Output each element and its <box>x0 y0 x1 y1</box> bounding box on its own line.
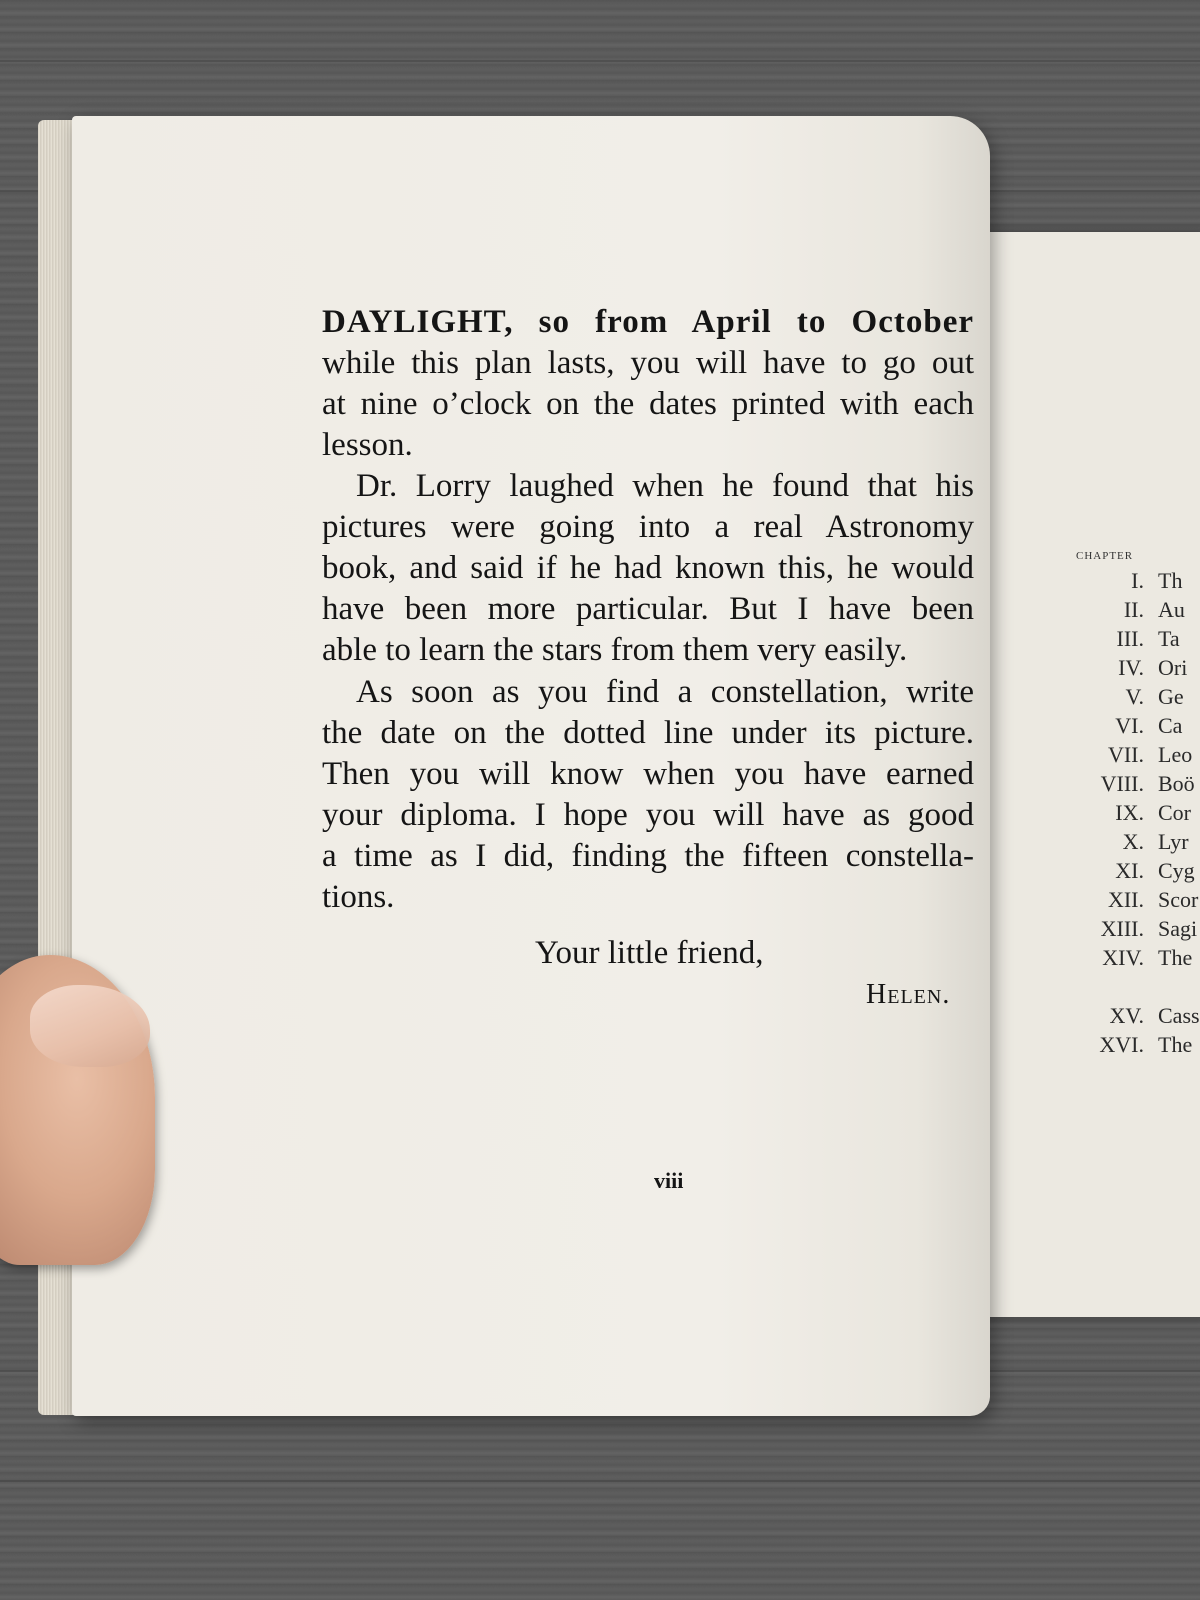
toc-row <box>1062 887 1200 916</box>
toc-row <box>1062 713 1200 742</box>
toc-row <box>1062 829 1200 858</box>
text-line: a time as I did, finding the fifteen constella- <box>322 838 974 874</box>
paragraph-3 <box>322 672 974 918</box>
toc-num: XIII. <box>1100 916 1144 941</box>
toc-num: IX. <box>1115 800 1144 825</box>
toc-num: XIV. <box>1102 945 1144 970</box>
paragraph-1 <box>322 302 974 466</box>
toc-row <box>1062 858 1200 887</box>
text-line: DAYLIGHT, so from April to October <box>322 304 974 340</box>
paragraph-2 <box>322 466 974 671</box>
text-line: pictures were going into a real Astronomy <box>322 509 974 545</box>
toc-num: V. <box>1125 684 1144 709</box>
text-line: As soon as you find a constellation, write <box>356 674 974 710</box>
toc-title: Sagi <box>1158 916 1198 941</box>
toc-num: XVI. <box>1099 1032 1144 1057</box>
toc-title: Ori <box>1158 655 1188 680</box>
toc-row <box>1062 568 1200 597</box>
text-line: tions. <box>322 879 395 915</box>
toc-num: XI. <box>1115 858 1144 883</box>
closing-line: Your little friend, <box>535 935 764 971</box>
toc-title: Lyr <box>1158 829 1189 854</box>
text-line: at nine o’clock on the dates printed with each <box>322 386 974 422</box>
toc-num: IV. <box>1118 655 1144 680</box>
text-line: have been more particular. But I have been <box>322 591 974 627</box>
toc-row <box>1062 597 1200 626</box>
toc-title: Ca <box>1158 713 1183 738</box>
toc-num: XII. <box>1107 887 1144 912</box>
toc-title: The <box>1158 945 1193 970</box>
toc-row <box>1062 945 1200 974</box>
toc-num: VIII. <box>1100 771 1144 796</box>
toc-row <box>1062 800 1200 829</box>
text-line: Dr. Lorry laughed when he found that his <box>356 468 974 504</box>
toc-row <box>1062 771 1200 800</box>
toc-num: II. <box>1123 597 1144 622</box>
toc-title: Th <box>1158 568 1183 593</box>
plank-seam <box>0 1480 1200 1482</box>
toc-num: VII. <box>1107 742 1144 767</box>
page-number: viii <box>654 1168 684 1193</box>
toc-num: XV. <box>1109 1003 1144 1028</box>
text-line: lesson. <box>322 427 413 463</box>
plank-seam <box>0 60 1200 62</box>
toc-title: Cass <box>1158 1003 1200 1028</box>
toc-title: The <box>1158 1032 1193 1057</box>
toc-title: Ta <box>1158 626 1180 651</box>
toc-title: Scor <box>1158 887 1199 912</box>
signature: Helen. <box>866 979 951 1010</box>
toc-title: Au <box>1158 597 1185 622</box>
toc-title: Boö <box>1158 771 1195 796</box>
text-line <box>322 302 974 343</box>
toc-row <box>1062 684 1200 713</box>
toc-title: Ge <box>1158 684 1184 709</box>
toc-row <box>1062 916 1200 945</box>
toc-row <box>1062 655 1200 684</box>
text-line: the date on the dotted line under its picture. <box>322 715 974 751</box>
toc-num: VI. <box>1115 713 1144 738</box>
text-line: book, and said if he had known this, he would <box>322 550 974 586</box>
toc-row <box>1062 1003 1200 1032</box>
toc-num: I. <box>1131 568 1144 593</box>
text-line: while this plan lasts, you will have to go out <box>322 345 974 381</box>
toc-row <box>1062 1032 1200 1061</box>
toc-row <box>1062 742 1200 771</box>
toc-title: Leo <box>1158 742 1193 767</box>
text-line: Then you will know when you have earned <box>322 756 974 792</box>
toc-title: Cyg <box>1158 858 1195 883</box>
toc-heading: CHAPTER <box>1076 550 1134 562</box>
text-line: your diploma. I hope you will have as good <box>322 797 974 833</box>
toc-num: X. <box>1122 829 1144 854</box>
text-line: able to learn the stars from them very easily. <box>322 632 908 668</box>
toc-num: III. <box>1116 626 1144 651</box>
toc-row <box>1062 626 1200 655</box>
toc-title: Cor <box>1158 800 1191 825</box>
